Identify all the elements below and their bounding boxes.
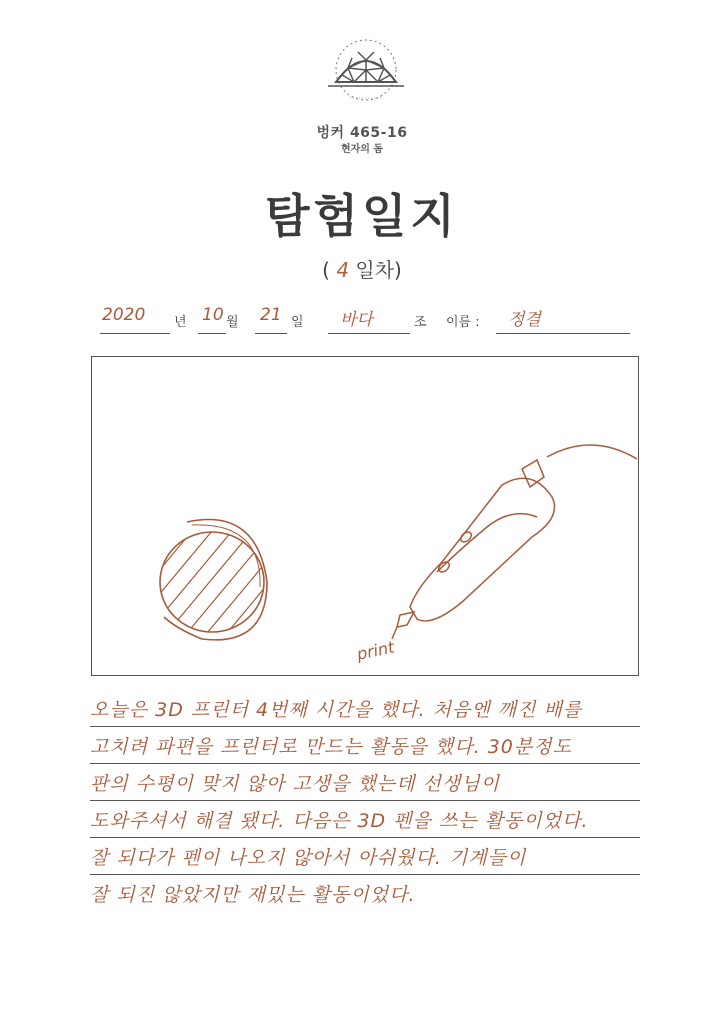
journal-line [90,875,640,911]
day-indicator [0,254,724,283]
drawing-sketch [92,357,652,687]
journal-line-text: 판의 수평이 맞지 않아 고생을 했는데 선생님이 [90,773,500,795]
journal-line-text: 잘 되진 않았지만 재밌는 활동이었다. [90,884,416,906]
page-title: 탐험일지 [265,189,459,243]
team-value: 바다 [340,310,373,330]
journal-line [90,764,640,801]
month-label: 월 [226,315,239,330]
day-number: 4 [336,258,350,282]
month-value: 10 [202,305,224,325]
journal-line [90,690,640,727]
day-underline [255,333,287,334]
day-label: 일 [291,315,304,330]
journal-line [90,838,640,875]
journal-line-text: 도와주셔서 해결 됐다. 다음은 3D 펜을 쓰는 활동이었다. [90,810,589,832]
hatched-disc [112,483,292,687]
year-value: 2020 [102,305,146,325]
name-underline [496,333,630,334]
pen-sketch [392,445,637,639]
entry-header-row [100,305,635,335]
drawing-box [91,356,639,676]
year-label: 년 [174,315,187,330]
geodesic-dome-logo [322,38,410,118]
print-annotation: print [355,637,396,664]
day-suffix: 일차) [355,258,402,282]
journal-line-text: 잘 되다가 펜이 나오지 않아서 아쉬웠다. 기계들이 [90,847,527,869]
brand-name: 벙커 465-16 [316,125,408,141]
journal-line-text: 오늘은 3D 프린터 4번째 시간을 했다. 처음엔 깨진 배를 [90,699,583,721]
name-value: 정결 [508,310,541,330]
day-value: 21 [260,305,282,325]
team-underline [328,333,410,334]
brand-subtitle: 현자의 돔 [340,144,384,155]
team-label: 조 [414,315,427,330]
journal-lines [90,690,640,911]
journal-line [90,801,640,838]
day-open: ( [322,258,330,282]
month-underline [198,333,226,334]
journal-line [90,727,640,764]
year-underline [100,333,170,334]
name-label: 이름 : [446,315,480,330]
journal-line-text: 고치려 파편을 프린터로 만드는 활동을 했다. 30분정도 [90,736,572,758]
